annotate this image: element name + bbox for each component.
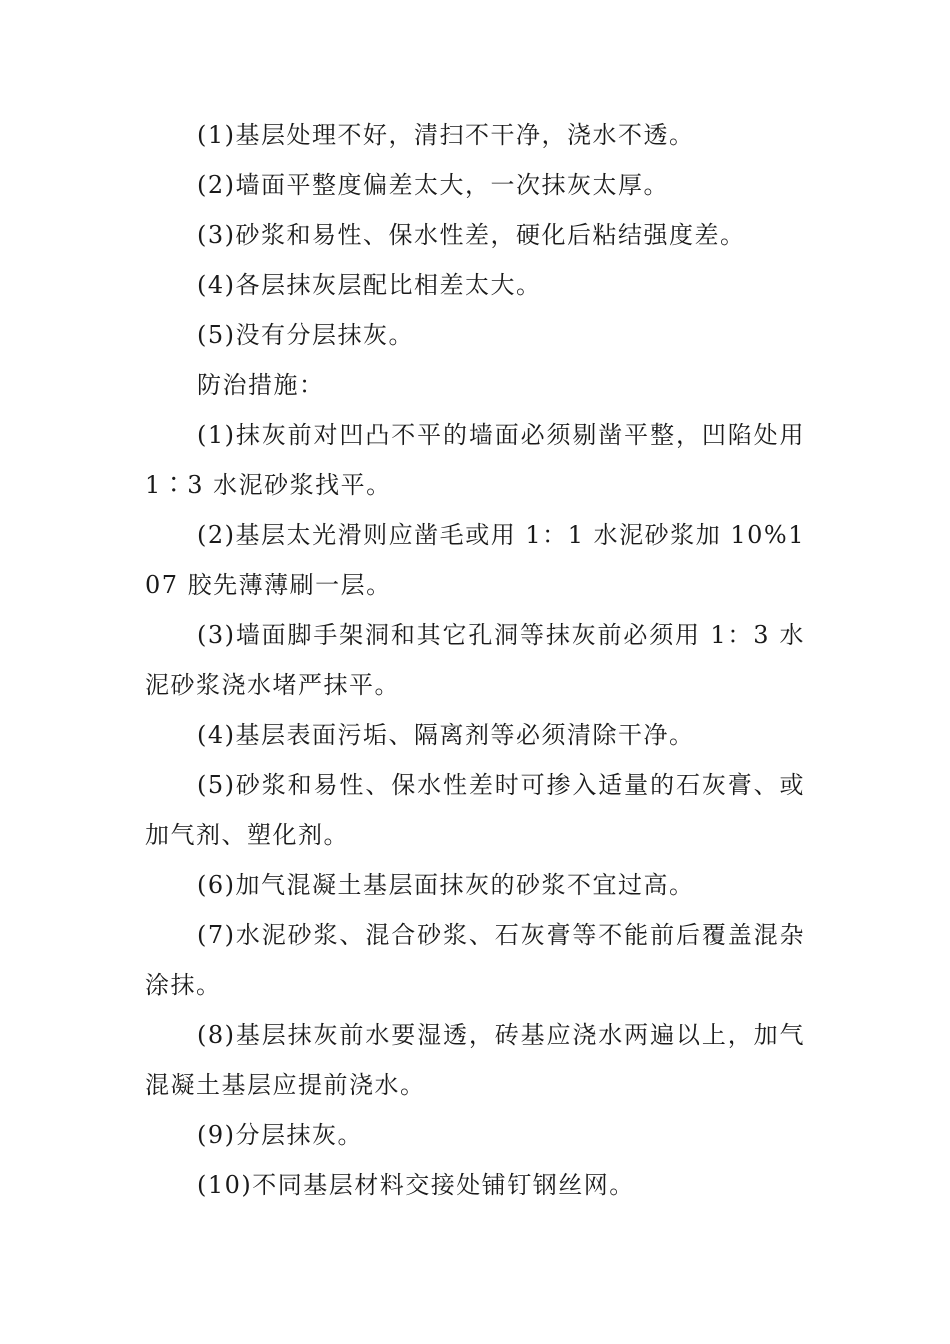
- paragraph-measure-4: (4)基层表面污垢、隔离剂等必须清除干净。: [197, 721, 695, 749]
- paragraph-cause-1: (1)基层处理不好，清扫不干净，浇水不透。: [197, 121, 695, 149]
- paragraph-cause-2: (2)墙面平整度偏差太大，一次抹灰太厚。: [197, 171, 669, 199]
- paragraph-measure-7: (7)水泥砂浆、混合砂浆、石灰膏等不能前后覆盖混杂涂抹。: [145, 921, 805, 999]
- paragraph-measure-10: (10)不同基层材料交接处铺钉钢丝网。: [197, 1171, 635, 1199]
- paragraph-cause-4: (4)各层抹灰层配比相差太大。: [197, 271, 542, 299]
- paragraph-measure-6: (6)加气混凝土基层面抹灰的砂浆不宜过高。: [197, 871, 695, 899]
- section-heading-prevention: 防治措施：: [197, 371, 325, 399]
- paragraph-cause-3: (3)砂浆和易性、保水性差，硬化后粘结强度差。: [197, 221, 746, 249]
- paragraph-measure-9: (9)分层抹灰。: [197, 1121, 363, 1149]
- paragraph-measure-5: (5)砂浆和易性、保水性差时可掺入适量的石灰膏、或加气剂、塑化剂。: [145, 771, 805, 849]
- paragraph-measure-1: (1)抹灰前对凹凸不平的墙面必须剔凿平整，凹陷处用 1∶3 水泥砂浆找平。: [145, 421, 805, 499]
- paragraph-measure-3: (3)墙面脚手架洞和其它孔洞等抹灰前必须用 1：3 水泥砂浆浇水堵严抹平。: [145, 621, 805, 699]
- paragraph-measure-2: (2)基层太光滑则应凿毛或用 1：1 水泥砂浆加 10%107 胶先薄薄刷一层。: [145, 521, 805, 599]
- document-body: [145, 110, 805, 1210]
- paragraph-cause-5: (5)没有分层抹灰。: [197, 321, 414, 349]
- paragraph-measure-8: (8)基层抹灰前水要湿透，砖基应浇水两遍以上，加气混凝土基层应提前浇水。: [145, 1021, 805, 1099]
